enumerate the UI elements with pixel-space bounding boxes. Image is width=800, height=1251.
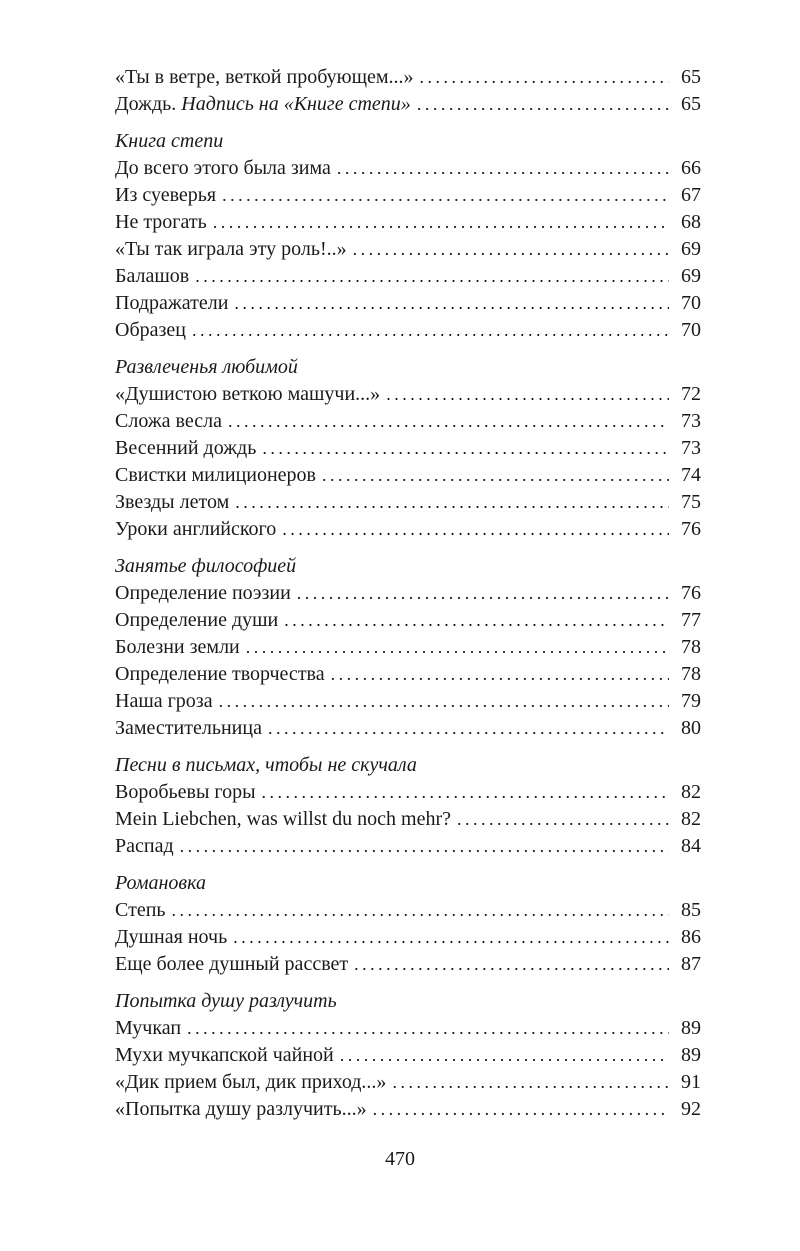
toc-entry-title-italic: Надпись на «Книге степи» [181,93,411,116]
dot-leader [337,155,669,182]
toc-entry-title: Уроки английского [115,518,277,541]
toc-entry [115,580,701,607]
toc-entry [115,924,701,951]
toc-entry-page: 65 [681,66,701,88]
toc-entry-title: «Ты в ветре, веткой пробующем...» [115,66,414,88]
toc-entry-page: 89 [681,1043,701,1066]
toc-entry-page: 87 [681,952,701,975]
toc-entry [115,1069,701,1096]
toc-entry [115,779,701,806]
toc-entry-title: Наша гроза [115,690,213,713]
toc-entry-page: 89 [681,1016,701,1039]
dot-leader [282,516,669,543]
toc-entry-page: 92 [681,1097,701,1120]
dot-leader [268,715,669,742]
toc-entry-title: Воробьевы горы [115,780,256,803]
dot-leader [297,580,669,607]
dot-leader [235,489,669,516]
toc-entry [115,155,701,182]
toc-entry [115,317,701,344]
section-heading: Развлеченья любимой [115,355,298,378]
toc-entry [115,263,701,290]
dot-leader [417,91,669,118]
toc-entry [115,833,701,860]
toc-entry-title: Еще более душный рассвет [115,952,349,975]
toc-entry [115,462,701,489]
dot-leader [187,1015,669,1042]
toc-entry [115,806,701,833]
dot-leader [222,182,669,209]
section-heading: Книга степи [115,129,224,152]
page-number: 470 [385,1148,415,1170]
toc-section [115,988,701,1123]
toc-entry [115,290,701,317]
dot-leader [228,408,669,435]
toc-entry-title: Звезды летом [115,491,230,514]
toc-entry [115,607,701,634]
toc-entry [115,489,701,516]
toc-section [115,870,701,978]
toc-entry [115,516,701,543]
toc-entry [115,381,701,408]
dot-leader [373,1096,669,1123]
toc-entry [115,951,701,978]
dot-leader [420,64,669,91]
toc-entry [115,64,701,91]
dot-leader [340,1042,669,1069]
dot-leader [262,779,669,806]
toc-entry-page: 75 [681,491,701,514]
toc-entry-title: Определение творчества [115,663,325,686]
dot-leader [457,806,669,833]
toc-entry [115,634,701,661]
toc-entry-title: Из суеверья [115,183,217,206]
toc-entry-title: Весенний дождь [115,437,257,460]
toc-entry-page: 69 [681,237,701,260]
toc-entry-title: Мучкап [115,1016,182,1039]
toc-entry [115,408,701,435]
table-of-contents [115,64,701,1123]
dot-leader [233,924,669,951]
toc-entry-title: Не трогать [115,210,207,233]
toc-entry-page: 70 [681,292,701,315]
toc-entry-title: Балашов [115,265,190,288]
dot-leader [284,607,669,634]
toc-entry-title: Распад [115,835,174,858]
dot-leader [234,290,669,317]
dot-leader [386,381,669,408]
toc-entry [115,1015,701,1042]
toc-entry [115,182,701,209]
toc-entry-page: 85 [681,898,701,921]
toc-section [115,752,701,860]
toc-entry-title: Болезни земли [115,636,240,659]
toc-entry-title: Mein Liebchen, was willst du noch mehr? [115,808,452,831]
toc-entry-title: Определение поэзии [115,581,291,604]
toc-entry-page: 74 [681,464,701,487]
toc-entry-title: Мухи мучкапской чайной [115,1043,334,1066]
toc-entry [115,209,701,236]
toc-entry-page: 78 [681,636,701,659]
dot-leader [219,688,669,715]
dot-leader [262,435,669,462]
toc-entry [115,661,701,688]
toc-entry-title: Заместительница [115,717,262,740]
dot-leader [392,1069,669,1096]
toc-entry-title: Подражатели [115,292,229,315]
toc-entry-title-plain: Дождь. [115,93,177,116]
toc-entry-page: 73 [681,437,701,460]
toc-entry-page: 82 [681,780,701,803]
section-heading: Попытка душу разлучить [115,989,337,1012]
dot-leader [353,236,669,263]
toc-entry-page: 78 [681,663,701,686]
toc-entry-page: 76 [681,518,701,541]
toc-section [115,128,701,345]
toc-entry-title: «Душистою веткою машучи...» [115,382,381,405]
toc-entry [115,1096,701,1123]
dot-leader [331,661,669,688]
dot-leader [195,263,669,290]
toc-entry [115,236,701,263]
toc-entry-page: 69 [681,265,701,288]
toc-entry-title: Образец [115,319,186,342]
toc-entry [115,688,701,715]
toc-entry-page: 91 [681,1070,701,1093]
dot-leader [246,634,669,661]
toc-section [115,354,701,544]
toc-entry-title: «Попытка душу разлучить...» [115,1097,367,1120]
toc-entry-page: 84 [681,835,701,858]
toc-entry-page: 72 [681,382,701,405]
dot-leader [322,462,669,489]
dot-leader [354,951,669,978]
toc-entry-title: Степь [115,898,166,921]
toc-entry-page: 65 [681,93,701,116]
toc-entry [115,715,701,742]
toc-entry-page: 80 [681,717,701,740]
toc-entry-title: Свистки милиционеров [115,464,316,487]
toc-entry-page: 77 [681,609,701,631]
toc-entry-title: До всего этого была зима [115,156,331,179]
toc-entry-page: 79 [681,690,701,713]
toc-entry [115,1042,701,1069]
dot-leader [192,317,669,344]
dot-leader [172,897,669,924]
toc-entry-page: 66 [681,156,701,179]
toc-entry-page: 73 [681,409,701,432]
toc-entry-title: «Ты так играла эту роль!..» [115,237,347,260]
toc-entry-page: 70 [681,319,701,342]
toc-entry [115,897,701,924]
section-heading: Занятье философией [115,554,297,577]
toc-entry-page: 82 [681,808,701,831]
toc-entry-title: Сложа весла [115,409,222,432]
toc-entry-page: 67 [681,183,701,206]
toc-entry [115,91,701,118]
toc-entry-page: 76 [681,581,701,604]
toc-entry-title: Определение души [115,609,279,631]
toc-entry-title [115,91,417,118]
toc-entry-page: 86 [681,925,701,948]
toc-entry [115,435,701,462]
section-heading: Песни в письмах, чтобы не скучала [115,753,417,776]
toc-entry-page: 68 [681,210,701,233]
toc-section [115,553,701,743]
dot-leader [180,833,669,860]
dot-leader [213,209,669,236]
toc-entry-title: «Дик прием был, дик приход...» [115,1070,387,1093]
section-heading: Романовка [115,871,206,894]
toc-entry-title: Душная ночь [115,925,228,948]
